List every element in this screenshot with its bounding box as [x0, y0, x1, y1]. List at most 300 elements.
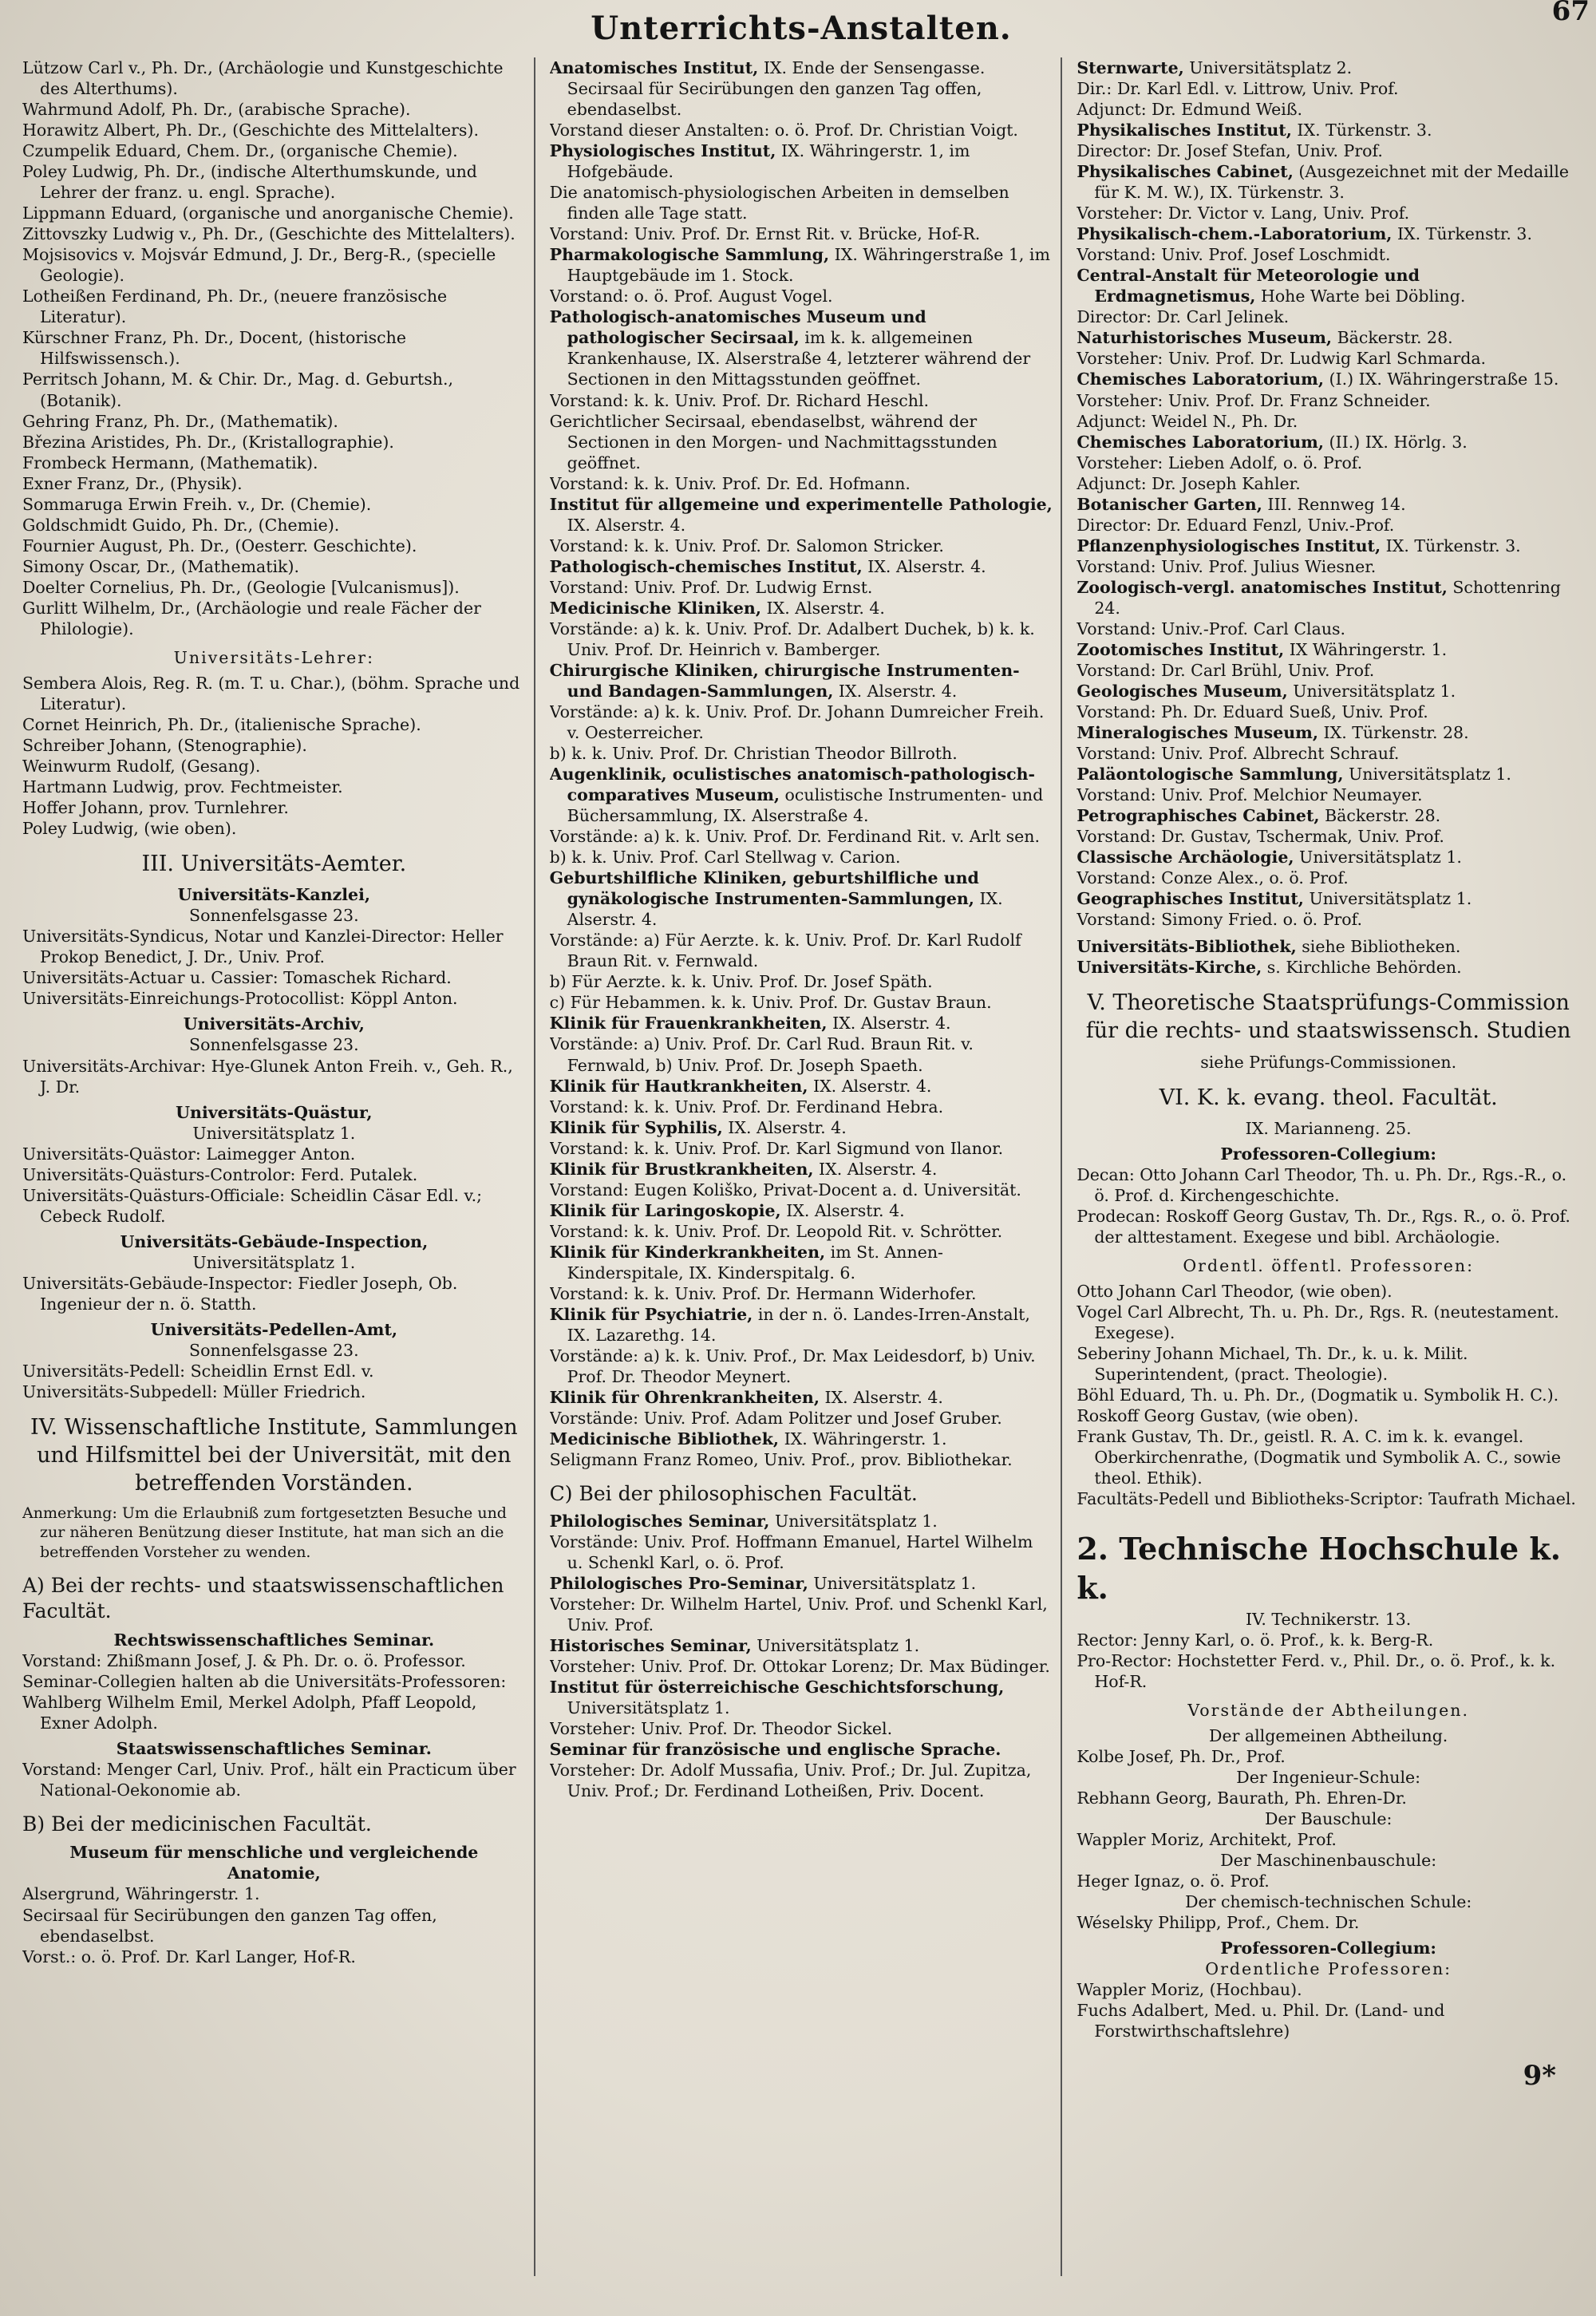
institute-detail	[1077, 453, 1580, 473]
institute-detail	[550, 702, 1053, 743]
person-entry: Zittovszky Ludwig v., Ph. Dr., (Geschichte des Mittelalters).	[22, 224, 516, 244]
institute-text: Vorstand dieser Anstalten: o. ö. Prof. Dr. Christian Voigt.	[549, 121, 1018, 140]
institute-detail	[550, 286, 1053, 306]
institute-text: Director: Dr. Eduard Fenzl, Univ.-Prof.	[1077, 515, 1395, 535]
institute-text: IX. Währingerstraße 1, im Hauptgebäude im 1. Stock.	[567, 245, 1050, 286]
institute-text: Vorstände: a) k. k. Univ. Prof. Dr. Johann Dumreicher Freih. v. Oesterreicher.	[549, 702, 1045, 742]
professor-entry: Fuchs Adalbert, Med. u. Phil. Dr. (Land- und Forstwirthschaftslehre)	[1077, 2001, 1445, 2041]
section-4-title: IV. Wissenschaftliche Institute, Sammlungen und Hilfsmittel bei der Universität, mit den betreffenden Vorständen.	[30, 1415, 518, 1496]
officer-entry: Rector: Jenny Karl, o. ö. Prof., k. k. Berg-R.	[1077, 1630, 1434, 1650]
institute-name: Pflanzenphysiologisches Institut,	[1077, 536, 1381, 555]
museum-list	[22, 1883, 526, 1966]
institute-entry	[550, 306, 1053, 389]
institute-text: Seligmann Franz Romeo, Univ. Prof., prov. Bibliothekar.	[549, 1450, 1013, 1470]
ordentliche-professoren-heading: Ordentl. öffentl. Professoren:	[1183, 1255, 1474, 1275]
institute-name: Geographisches Institut,	[1077, 889, 1304, 909]
institute-text: IX. Währingerstr. 1, im Hofgebäude.	[567, 141, 970, 182]
professor-entry: Roskoff Georg Gustav, (wie oben).	[1077, 1406, 1359, 1426]
institute-text: Vorstand: Conze Alex., o. ö. Prof.	[1077, 868, 1349, 888]
institute-name: Klinik für Hautkrankheiten,	[549, 1076, 808, 1096]
archiv-address: Sonnenfelsgasse 23.	[189, 1035, 359, 1055]
person-entry: Lippmann Eduard, (organische und anorganische Chemie).	[22, 204, 514, 223]
institute-text: Vorsteher: Dr. Wilhelm Hartel, Univ. Prof. und Schenkl Karl, Univ. Prof.	[549, 1594, 1048, 1634]
institute-entry	[550, 1387, 1053, 1408]
pedellen-heading: Universitäts-Pedellen-Amt,	[150, 1319, 398, 1339]
abtheilung-label: Der allgemeinen Abtheilung.	[1209, 1725, 1448, 1745]
professor-entry: Seberiny Johann Michael, Th. Dr., k. u. k. Milit. Superintendent, (pract. Theologie).	[1077, 1344, 1468, 1385]
institute-entry	[550, 598, 1053, 619]
institute-entry	[1077, 639, 1580, 660]
institute-entry	[1077, 805, 1580, 826]
institute-text: Director: Dr. Carl Jelinek.	[1077, 307, 1290, 327]
person-entry: Fournier August, Ph. Dr., (Oesterr. Geschichte).	[22, 536, 417, 555]
institute-name: Zoologisch-vergl. anatomisches Institut,	[1077, 577, 1448, 597]
institute-name: Geburtshilfliche Kliniken, geburtshilfliche und gynäkologische Instrumenten-Sammlungen,	[549, 868, 979, 909]
institute-text: Vorsteher: Univ. Prof. Dr. Franz Schneider.	[1077, 390, 1431, 410]
professoren-collegium-heading: Professoren-Collegium:	[1220, 1144, 1436, 1164]
institute-text: s. Kirchliche Behörden.	[1262, 958, 1462, 978]
institute-text: Universitätsplatz 1.	[1294, 848, 1462, 868]
institute-entry	[1077, 888, 1580, 909]
lehrer-entry: Cornet Heinrich, Ph. Dr., (italienische Sprache).	[22, 714, 421, 734]
institute-text: im k. k. allgemeinen Krankenhause, IX. Alserstraße 4, letzterer während der Sectionen in den Mittagsstunden geöffnet.	[567, 328, 1031, 389]
person-entry: Exner Franz, Dr., (Physik).	[22, 473, 243, 493]
institute-entry	[1077, 161, 1580, 203]
lehrer-entry: Sembera Alois, Reg. R. (m. T. u. Char.), (böhm. Sprache und Literatur).	[22, 673, 520, 713]
gebaeude-list	[22, 1273, 526, 1314]
rechts-seminar-list	[22, 1650, 526, 1733]
institute-name: Central-Anstalt für Meteorologie und Erdmagnetismus,	[1077, 266, 1420, 306]
tech-ordentliche-professoren-heading: Ordentliche Professoren:	[1205, 1959, 1452, 1979]
institute-text: Vorstand: Univ. Prof. Melchior Neumayer.	[1077, 785, 1423, 805]
museum-entry: Secirsaal für Secirübungen den ganzen Tag offen, ebendaselbst.	[22, 1905, 437, 1946]
institute-text: Vorstand: k. k. Univ. Prof. Dr. Salomon Stricker.	[549, 536, 944, 555]
office-entry: Universitäts-Pedell: Scheidlin Ernst Edl. v.	[22, 1361, 374, 1381]
ordentliche-professoren-list	[1077, 1281, 1580, 1509]
lehrer-heading: Universitäts-Lehrer:	[173, 647, 375, 667]
institute-text: Bäckerstr. 28.	[1319, 806, 1441, 826]
institute-text: Vorstände: a) Für Aerzte. k. k. Univ. Prof. Dr. Karl Rudolf Braun Rit. v. Fernwald.	[549, 931, 1021, 971]
institute-entry	[550, 1739, 1053, 1760]
institute-text: IX. Türkenstr. 3.	[1291, 121, 1432, 140]
institute-detail	[550, 1283, 1053, 1304]
philosophy-institutes-list	[550, 1511, 1053, 1801]
person-entry: Gehring Franz, Ph. Dr., (Mathematik).	[22, 411, 338, 431]
abtheilung-head: Wéselsky Philipp, Prof., Chem. Dr.	[1077, 1913, 1360, 1933]
institute-text: b) k. k. Univ. Prof. Carl Stellwag v. Carion.	[549, 848, 901, 868]
institute-text: Director: Dr. Josef Stefan, Univ. Prof.	[1077, 141, 1383, 161]
institute-name: Chirurgische Kliniken, chirurgische Instrumenten- und Bandagen-Sammlungen,	[549, 660, 1020, 701]
institute-text: Vorstand: Ph. Dr. Eduard Sueß, Univ. Prof.	[1077, 702, 1428, 721]
gebaeude-address: Universitätsplatz 1.	[192, 1252, 356, 1272]
institute-text: Vorstände: a) Univ. Prof. Dr. Carl Rud. Braun Rit. v. Fernwald, b) Univ. Prof. Dr. Joseph Spaeth.	[549, 1034, 974, 1075]
institute-name: Sternwarte,	[1077, 58, 1184, 77]
institute-text: Adjunct: Dr. Edmund Weiß.	[1077, 100, 1303, 120]
institute-text: Vorstand: Simony Fried. o. ö. Prof.	[1077, 910, 1363, 930]
institute-name: Zootomisches Institut,	[1077, 639, 1285, 659]
institute-text: im St. Annen-Kinderspitale, IX. Kinderspitalg. 6.	[567, 1242, 943, 1282]
institute-name: Physikalisch-chem.-Laboratorium,	[1077, 224, 1393, 244]
institute-text: (Ausgezeichnet mit der Medaille für K. M. W.), IX. Türkenstr. 3.	[1094, 162, 1570, 203]
museum-heading: Museum für menschliche und vergleichende Anatomie,	[69, 1843, 479, 1883]
institute-entry	[550, 1429, 1053, 1449]
institute-entry	[550, 140, 1053, 182]
abtheilung-label: Der chemisch-technischen Schule:	[1185, 1892, 1472, 1912]
institute-name: Botanischer Garten,	[1077, 494, 1262, 514]
institute-detail	[1077, 909, 1580, 930]
institute-detail	[1077, 619, 1580, 639]
institute-text: Universitätsplatz 1.	[769, 1511, 938, 1531]
abtheilungen-list	[1077, 1725, 1580, 1933]
person-entry: Mojsisovics v. Mojsvár Edmund, J. Dr., Berg-R., (specielle Geologie).	[22, 245, 496, 286]
institute-entry	[550, 1304, 1053, 1346]
institute-text: IX. Alserstr. 4.	[722, 1117, 847, 1137]
institute-text: IX. Alserstr. 4.	[813, 1159, 938, 1179]
institute-text: III. Rennweg 14.	[1262, 494, 1406, 514]
institute-text: Universitätsplatz 1.	[808, 1573, 977, 1593]
institute-name: Institut für österreichische Geschichtsforschung,	[549, 1677, 1005, 1697]
institute-name: Medicinische Kliniken,	[549, 598, 761, 618]
institute-entry	[550, 1511, 1053, 1531]
institute-text: Gerichtlicher Secirsaal, ebendaselbst, während der Sectionen in den Morgen- und Nachmittagsstunden geöffnet.	[549, 411, 998, 472]
institute-detail	[550, 1097, 1053, 1117]
section-6-address: IX. Marianneng. 25.	[1245, 1118, 1412, 1138]
institute-detail	[550, 390, 1053, 411]
page-number-top: 67	[1551, 0, 1590, 27]
person-entry: Frombeck Hermann, (Mathematik).	[22, 453, 318, 472]
institute-entry	[550, 1677, 1053, 1718]
institute-text: Vorstand: o. ö. Prof. August Vogel.	[549, 287, 833, 306]
person-entry: Goldschmidt Guido, Ph. Dr., (Chemie).	[22, 515, 340, 535]
staats-seminar-heading: Staatswissenschaftliches Seminar.	[116, 1738, 432, 1758]
person-entry: Sommaruga Erwin Freih. v., Dr. (Chemie).	[22, 494, 372, 514]
office-entry: Universitäts-Archivar: Hye-Glunek Anton Freih. v., Geh. R., J. Dr.	[22, 1056, 513, 1097]
institute-text: IX. Ende der Sensengasse. Secirsaal für Secirübungen den ganzen Tag offen, ebendaselbst.	[567, 58, 986, 120]
institute-entry	[550, 764, 1053, 826]
archiv-heading: Universitäts-Archiv,	[183, 1014, 365, 1034]
institute-name: Philologisches Pro-Seminar,	[549, 1573, 808, 1593]
institute-detail	[550, 223, 1053, 244]
institute-detail	[1077, 868, 1580, 888]
institute-detail	[550, 1346, 1053, 1387]
person-entry: Wahrmund Adolf, Ph. Dr., (arabische Sprache).	[22, 100, 411, 120]
seminar-entry: Vorstand: Menger Carl, Univ. Prof., hält ein Practicum über National-Oekonomie ab.	[22, 1759, 516, 1800]
institute-entry	[550, 1013, 1053, 1034]
institute-text: Adjunct: Weidel N., Ph. Dr.	[1077, 411, 1298, 431]
institute-entry	[550, 57, 1053, 120]
institute-text: Vorstand: k. k. Univ. Prof. Dr. Karl Sigmund von Ilanor.	[549, 1138, 1004, 1158]
institute-name: Petrographisches Cabinet,	[1077, 806, 1320, 826]
institute-text: Vorstand: Dr. Carl Brühl, Univ. Prof.	[1077, 660, 1375, 680]
kanzlei-address: Sonnenfelsgasse 23.	[189, 906, 359, 926]
section-5-reference: siehe Prüfungs-Commissionen.	[1200, 1052, 1457, 1072]
column-1	[22, 57, 535, 2276]
institute-detail	[1077, 140, 1580, 161]
person-entry: Gurlitt Wilhelm, Dr., (Archäologie und reale Fächer der Philologie).	[22, 598, 481, 638]
professoren-collegium-list	[1077, 1164, 1580, 1247]
institute-detail	[1077, 390, 1580, 411]
institute-detail	[1077, 306, 1580, 327]
institute-text: Vorstände: Univ. Prof. Adam Politzer und Josef Gruber.	[549, 1409, 1002, 1429]
institute-detail	[1077, 473, 1580, 494]
abtheilungen-heading: Vorstände der Abtheilungen.	[1187, 1700, 1469, 1720]
institute-detail	[1077, 348, 1580, 369]
professor-entry: Vogel Carl Albrecht, Th. u. Ph. Dr., Rgs. R. (neutestament. Exegese).	[1077, 1302, 1559, 1342]
office-entry: Universitäts-Gebäude-Inspector: Fiedler Joseph, Ob. Ingenieur der n. ö. Statth.	[22, 1273, 458, 1314]
references-list	[1077, 936, 1580, 978]
museum-entry: Vorst.: o. ö. Prof. Dr. Karl Langer, Hof-R.	[22, 1946, 356, 1966]
institute-entry	[550, 868, 1053, 930]
institute-detail	[550, 536, 1053, 556]
institute-text: Vorsteher: Dr. Adolf Mussafia, Univ. Prof.; Dr. Jul. Zupitza, Univ. Prof.; Dr. Ferdinand Lotheißen, Priv. Docent.	[549, 1761, 1032, 1801]
page-number-bottom: 9*	[1523, 2060, 1557, 2093]
institute-text: IX. Alserstr. 4.	[833, 681, 958, 701]
office-entry: Universitäts-Syndicus, Notar und Kanzlei-Director: Heller Prokop Benedict, J. Dr., Univ. Prof.	[22, 927, 504, 967]
institute-detail	[550, 1034, 1053, 1075]
museum-entry: Alsergrund, Währingerstr. 1.	[22, 1884, 260, 1904]
abtheilung-head: Rebhann Georg, Baurath, Ph. Ehren-Dr.	[1077, 1788, 1407, 1808]
institute-entry	[1077, 327, 1580, 348]
institute-text: b) k. k. Univ. Prof. Dr. Christian Theodor Billroth.	[549, 744, 958, 764]
lehrer-entry: Hartmann Ludwig, prov. Fechtmeister.	[22, 777, 343, 797]
institute-text: IX. Alserstr. 4.	[780, 1200, 905, 1220]
institute-entry	[550, 244, 1053, 286]
institute-detail	[550, 120, 1053, 140]
institute-entry	[1077, 957, 1580, 978]
institute-name: Seminar für französische und englische Sprache.	[549, 1739, 1001, 1759]
subsection-b-title: B) Bei der medicinischen Facultät.	[22, 1812, 372, 1836]
person-entry: Perritsch Johann, M. & Chir. Dr., Mag. d. Geburtsh., (Botanik).	[22, 370, 454, 410]
institute-name: Naturhistorisches Museum,	[1077, 328, 1333, 348]
institute-text: Vorstand: Univ. Prof. Josef Loschmidt.	[1077, 245, 1391, 265]
lehrer-entry: Schreiber Johann, (Stenographie).	[22, 736, 307, 755]
pedellen-address: Sonnenfelsgasse 23.	[189, 1340, 359, 1360]
institute-text: Vorstände: a) k. k. Univ. Prof. Dr. Ferdinand Rit. v. Arlt sen.	[549, 827, 1041, 847]
institute-entry	[1077, 536, 1580, 556]
institute-entry	[1077, 265, 1580, 306]
abtheilung-label: Der Bauschule:	[1264, 1809, 1393, 1829]
institute-text: (I.) IX. Währingerstraße 15.	[1324, 370, 1559, 389]
institute-name: Klinik für Frauenkrankheiten,	[549, 1014, 828, 1034]
professor-entry: Otto Johann Carl Theodor, (wie oben).	[1077, 1281, 1393, 1301]
institute-entry	[550, 1635, 1053, 1656]
institute-detail	[1077, 785, 1580, 805]
rechts-seminar-heading: Rechtswissenschaftliches Seminar.	[113, 1630, 435, 1650]
institute-detail	[1077, 826, 1580, 847]
institute-entry	[550, 1242, 1053, 1283]
institute-text: Vorsteher: Univ. Prof. Dr. Theodor Sickel.	[549, 1718, 893, 1738]
institute-text: in der n. ö. Landes-Irren-Anstalt, IX. Lazarethg. 14.	[567, 1304, 1030, 1345]
technische-hochschule-officers	[1077, 1630, 1580, 1692]
institute-detail	[550, 1449, 1053, 1470]
abtheilung-head: Wappler Moriz, Architekt, Prof.	[1077, 1830, 1337, 1850]
professor-entry: Frank Gustav, Th. Dr., geistl. R. A. C. im k. k. evangel. Oberkirchenrathe, (Dogmatik und Symbolik A. C., sowie theol. Ethik).	[1077, 1427, 1561, 1488]
institute-name: Anatomisches Institut,	[549, 58, 759, 77]
institute-text: Universitätsplatz 1.	[1287, 681, 1456, 701]
section-5-title: V. Theoretische Staatsprüfungs-Commission für die rechts- und staatswissensch. Studien	[1085, 990, 1571, 1044]
office-entry: Universitäts-Actuar u. Cassier: Tomaschek Richard.	[22, 968, 452, 988]
institute-text: Adjunct: Dr. Joseph Kahler.	[1077, 473, 1301, 493]
institute-entry	[1077, 369, 1580, 389]
institute-name: Universitäts-Kirche,	[1077, 958, 1262, 978]
institute-entry	[550, 494, 1053, 536]
institute-name: Chemisches Laboratorium,	[1077, 370, 1324, 389]
institute-text: c) Für Hebammen. k. k. Univ. Prof. Dr. Gustav Braun.	[549, 993, 992, 1013]
quaestur-list	[22, 1144, 526, 1227]
institute-detail	[550, 473, 1053, 494]
professor-entry: Facultäts-Pedell und Bibliotheks-Scriptor: Taufrath Michael.	[1077, 1489, 1576, 1509]
institute-text: siehe Bibliotheken.	[1296, 937, 1461, 957]
institute-text: Vorstand: k. k. Univ. Prof. Dr. Leopold Rit. v. Schrötter.	[549, 1221, 1003, 1241]
institute-entry	[1077, 494, 1580, 515]
institute-entry	[1077, 577, 1580, 619]
abtheilung-label: Der Maschinenbauschule:	[1220, 1851, 1437, 1871]
institute-text: oculistische Instrumenten- und Büchersammlung, IX. Alserstraße 4.	[567, 785, 1044, 826]
institute-entry	[550, 1159, 1053, 1180]
institute-name: Pathologisch-anatomisches Museum und pathologischer Secirsaal,	[549, 307, 926, 348]
institute-text: Die anatomisch-physiologischen Arbeiten in demselben finden alle Tage statt.	[549, 183, 1009, 223]
institute-text: IX. Alserstr. 4.	[808, 1076, 932, 1096]
quaestur-heading: Universitäts-Quästur,	[176, 1102, 373, 1122]
institute-detail	[550, 826, 1053, 847]
institute-text: Vorstände: a) k. k. Univ. Prof., Dr. Max Leidesdorf, b) Univ. Prof. Dr. Theodor Meynert.	[549, 1346, 1036, 1386]
institute-detail	[1077, 99, 1580, 120]
institute-detail	[550, 1138, 1053, 1159]
institute-detail	[550, 743, 1053, 764]
lehrer-entry: Poley Ludwig, (wie oben).	[22, 819, 237, 839]
institute-name: Klinik für Kinderkrankheiten,	[549, 1242, 826, 1262]
institute-text: IX. Alserstr. 4.	[567, 515, 686, 535]
institute-text: Vorsteher: Dr. Victor v. Lang, Univ. Prof.	[1077, 204, 1410, 223]
institute-detail	[550, 577, 1053, 598]
persons-list	[22, 57, 526, 639]
institute-detail	[550, 971, 1053, 992]
professor-entry: Prodecan: Roskoff Georg Gustav, Th. Dr., Rgs. R., o. ö. Prof. der alttestament. Exegese und bibl. Archäologie.	[1077, 1206, 1570, 1247]
institute-name: Physikalisches Institut,	[1077, 121, 1292, 140]
lehrer-entry: Hoffer Johann, prov. Turnlehrer.	[22, 798, 289, 818]
institute-name: Chemisches Laboratorium,	[1077, 432, 1324, 452]
institute-name: Pathologisch-chemisches Institut,	[549, 556, 863, 576]
staats-seminar-list	[22, 1759, 526, 1800]
person-entry: Horawitz Albert, Ph. Dr., (Geschichte des Mittelalters).	[22, 121, 479, 140]
person-entry: Kürschner Franz, Ph. Dr., Docent, (historische Hilfswissensch.).	[22, 328, 406, 369]
institute-detail	[550, 992, 1053, 1013]
institute-detail	[550, 1760, 1053, 1801]
institute-entry	[1077, 432, 1580, 453]
institute-detail	[550, 182, 1053, 223]
institute-detail	[1077, 244, 1580, 265]
seminar-entry: Vorstand: Zhißmann Josef, J. & Ph. Dr. o. ö. Professor.	[22, 1650, 466, 1670]
lehrer-list	[22, 673, 526, 839]
institute-detail	[1077, 743, 1580, 764]
seminar-entry: Wahlberg Wilhelm Emil, Merkel Adolph, Pfaff Leopold, Exner Adolph.	[22, 1692, 477, 1733]
institute-entry	[550, 660, 1053, 702]
institute-text: Vorstand: Univ. Prof. Dr. Ludwig Ernst.	[549, 577, 873, 597]
institute-entry	[1077, 681, 1580, 702]
institute-text: Vorstand: Eugen Koliško, Privat-Docent a. d. Universität.	[549, 1180, 1021, 1199]
institute-text: Vorsteher: Univ. Prof. Dr. Ludwig Karl Schmarda.	[1077, 349, 1487, 369]
seminar-entry: Seminar-Collegien halten ab die Universitäts-Professoren:	[22, 1671, 507, 1691]
institute-text: Universitätsplatz 1.	[1343, 765, 1511, 785]
institute-entry	[1077, 57, 1580, 78]
institute-text: IX. Alserstr. 4.	[760, 598, 885, 618]
institute-name: Universitäts-Bibliothek,	[1077, 937, 1297, 957]
quaestur-address: Universitätsplatz 1.	[192, 1123, 356, 1143]
institute-text: Vorstand: k. k. Univ. Prof. Dr. Ed. Hofmann.	[549, 473, 911, 493]
column-3	[1077, 57, 1580, 2276]
institute-text: IX. Türkenstr. 3.	[1381, 536, 1521, 555]
tech-professoren-collegium-heading: Professoren-Collegium:	[1220, 1939, 1436, 1958]
institute-text: Vorstand: k. k. Univ. Prof. Dr. Hermann Widerhofer.	[549, 1283, 977, 1303]
institute-detail	[550, 1531, 1053, 1573]
person-entry: Březina Aristides, Ph. Dr., (Kristallographie).	[22, 432, 394, 452]
institute-name: Klinik für Laringoskopie,	[549, 1200, 781, 1220]
institute-entry	[550, 1117, 1053, 1138]
technische-hochschule-title: 2. Technische Hochschule k. k.	[1077, 1531, 1561, 1606]
institute-detail	[550, 1180, 1053, 1200]
office-entry: Universitäts-Quästurs-Officiale: Scheidlin Cäsar Edl. v.; Cebeck Rudolf.	[22, 1185, 483, 1226]
institute-text: Universitätsplatz 1.	[751, 1635, 920, 1655]
institute-name: Institut für allgemeine und experimentelle Pathologie,	[549, 494, 1053, 514]
institute-text: IX. Türkenstr. 3.	[1392, 224, 1532, 244]
institute-text: Vorstand: Univ.-Prof. Carl Claus.	[1077, 619, 1346, 638]
person-entry: Lützow Carl v., Ph. Dr., (Archäologie und Kunstgeschichte des Alterthums).	[22, 58, 504, 99]
professor-entry: Wappler Moriz, (Hochbau).	[1077, 1980, 1302, 2000]
institute-detail	[550, 1656, 1053, 1677]
abtheilung-head: Kolbe Josef, Ph. Dr., Prof.	[1077, 1746, 1286, 1766]
institute-detail	[1077, 203, 1580, 223]
officer-entry: Pro-Rector: Hochstetter Ferd. v., Phil. Dr., o. ö. Prof., k. k. Hof-R.	[1077, 1650, 1556, 1691]
institute-entry	[1077, 223, 1580, 244]
subsection-a-title: A) Bei der rechts- und staatswissenschaftlichen Facultät.	[22, 1573, 504, 1623]
institute-text: Schottenring 24.	[1094, 577, 1561, 618]
institute-entry	[550, 1200, 1053, 1221]
professor-entry: Böhl Eduard, Th. u. Ph. Dr., (Dogmatik u. Symbolik H. C.).	[1077, 1385, 1559, 1405]
institute-entry	[1077, 847, 1580, 868]
institute-detail	[550, 1718, 1053, 1739]
institute-detail	[550, 930, 1053, 971]
office-entry: Universitäts-Quästurs-Controlor: Ferd. Putalek.	[22, 1164, 418, 1184]
institute-text: Universitätsplatz 1.	[567, 1697, 730, 1717]
institute-detail	[1077, 660, 1580, 681]
subsection-c-title: C) Bei der philosophischen Facultät.	[549, 1482, 918, 1506]
kanzlei-heading: Universitäts-Kanzlei,	[177, 885, 370, 905]
institute-text: Vorstand: Univ. Prof. Julius Wiesner.	[1077, 556, 1377, 576]
archiv-list	[22, 1056, 526, 1097]
institute-text: Vorstand: Dr. Gustav, Tschermak, Univ. Prof.	[1077, 827, 1444, 847]
person-entry: Poley Ludwig, Ph. Dr., (indische Alterthumskunde, und Lehrer der franz. u. engl. Sprache).	[22, 162, 477, 203]
pedellen-list	[22, 1361, 526, 1402]
institute-text: b) Für Aerzte. k. k. Univ. Prof. Dr. Josef Späth.	[549, 972, 933, 992]
institute-text: Vorstand: Univ. Prof. Dr. Ernst Rit. v. Brücke, Hof-R.	[549, 224, 981, 244]
institute-entry	[550, 1076, 1053, 1097]
section-6-title: VI. K. k. evang. theol. Facultät.	[1159, 1085, 1498, 1110]
institute-text: IX. Alserstr. 4.	[827, 1014, 951, 1034]
institute-text: Universitätsplatz 1.	[1303, 889, 1472, 909]
institute-name: Pharmakologische Sammlung,	[549, 245, 830, 265]
institute-text: IX. Alserstr. 4.	[819, 1388, 943, 1407]
institute-text: Vorsteher: Univ. Prof. Dr. Ottokar Lorenz; Dr. Max Büdinger.	[549, 1656, 1050, 1676]
institute-entry	[1077, 936, 1580, 957]
institute-detail	[1077, 411, 1580, 432]
institute-entry	[1077, 764, 1580, 785]
institute-name: Klinik für Syphilis,	[549, 1117, 723, 1137]
columns	[22, 57, 1580, 2276]
lehrer-entry: Weinwurm Rudolf, (Gesang).	[22, 757, 261, 777]
institute-detail	[1077, 78, 1580, 99]
institute-name: Physiologisches Institut,	[549, 141, 776, 161]
institute-text: IX. Währingerstr. 1.	[779, 1429, 947, 1449]
